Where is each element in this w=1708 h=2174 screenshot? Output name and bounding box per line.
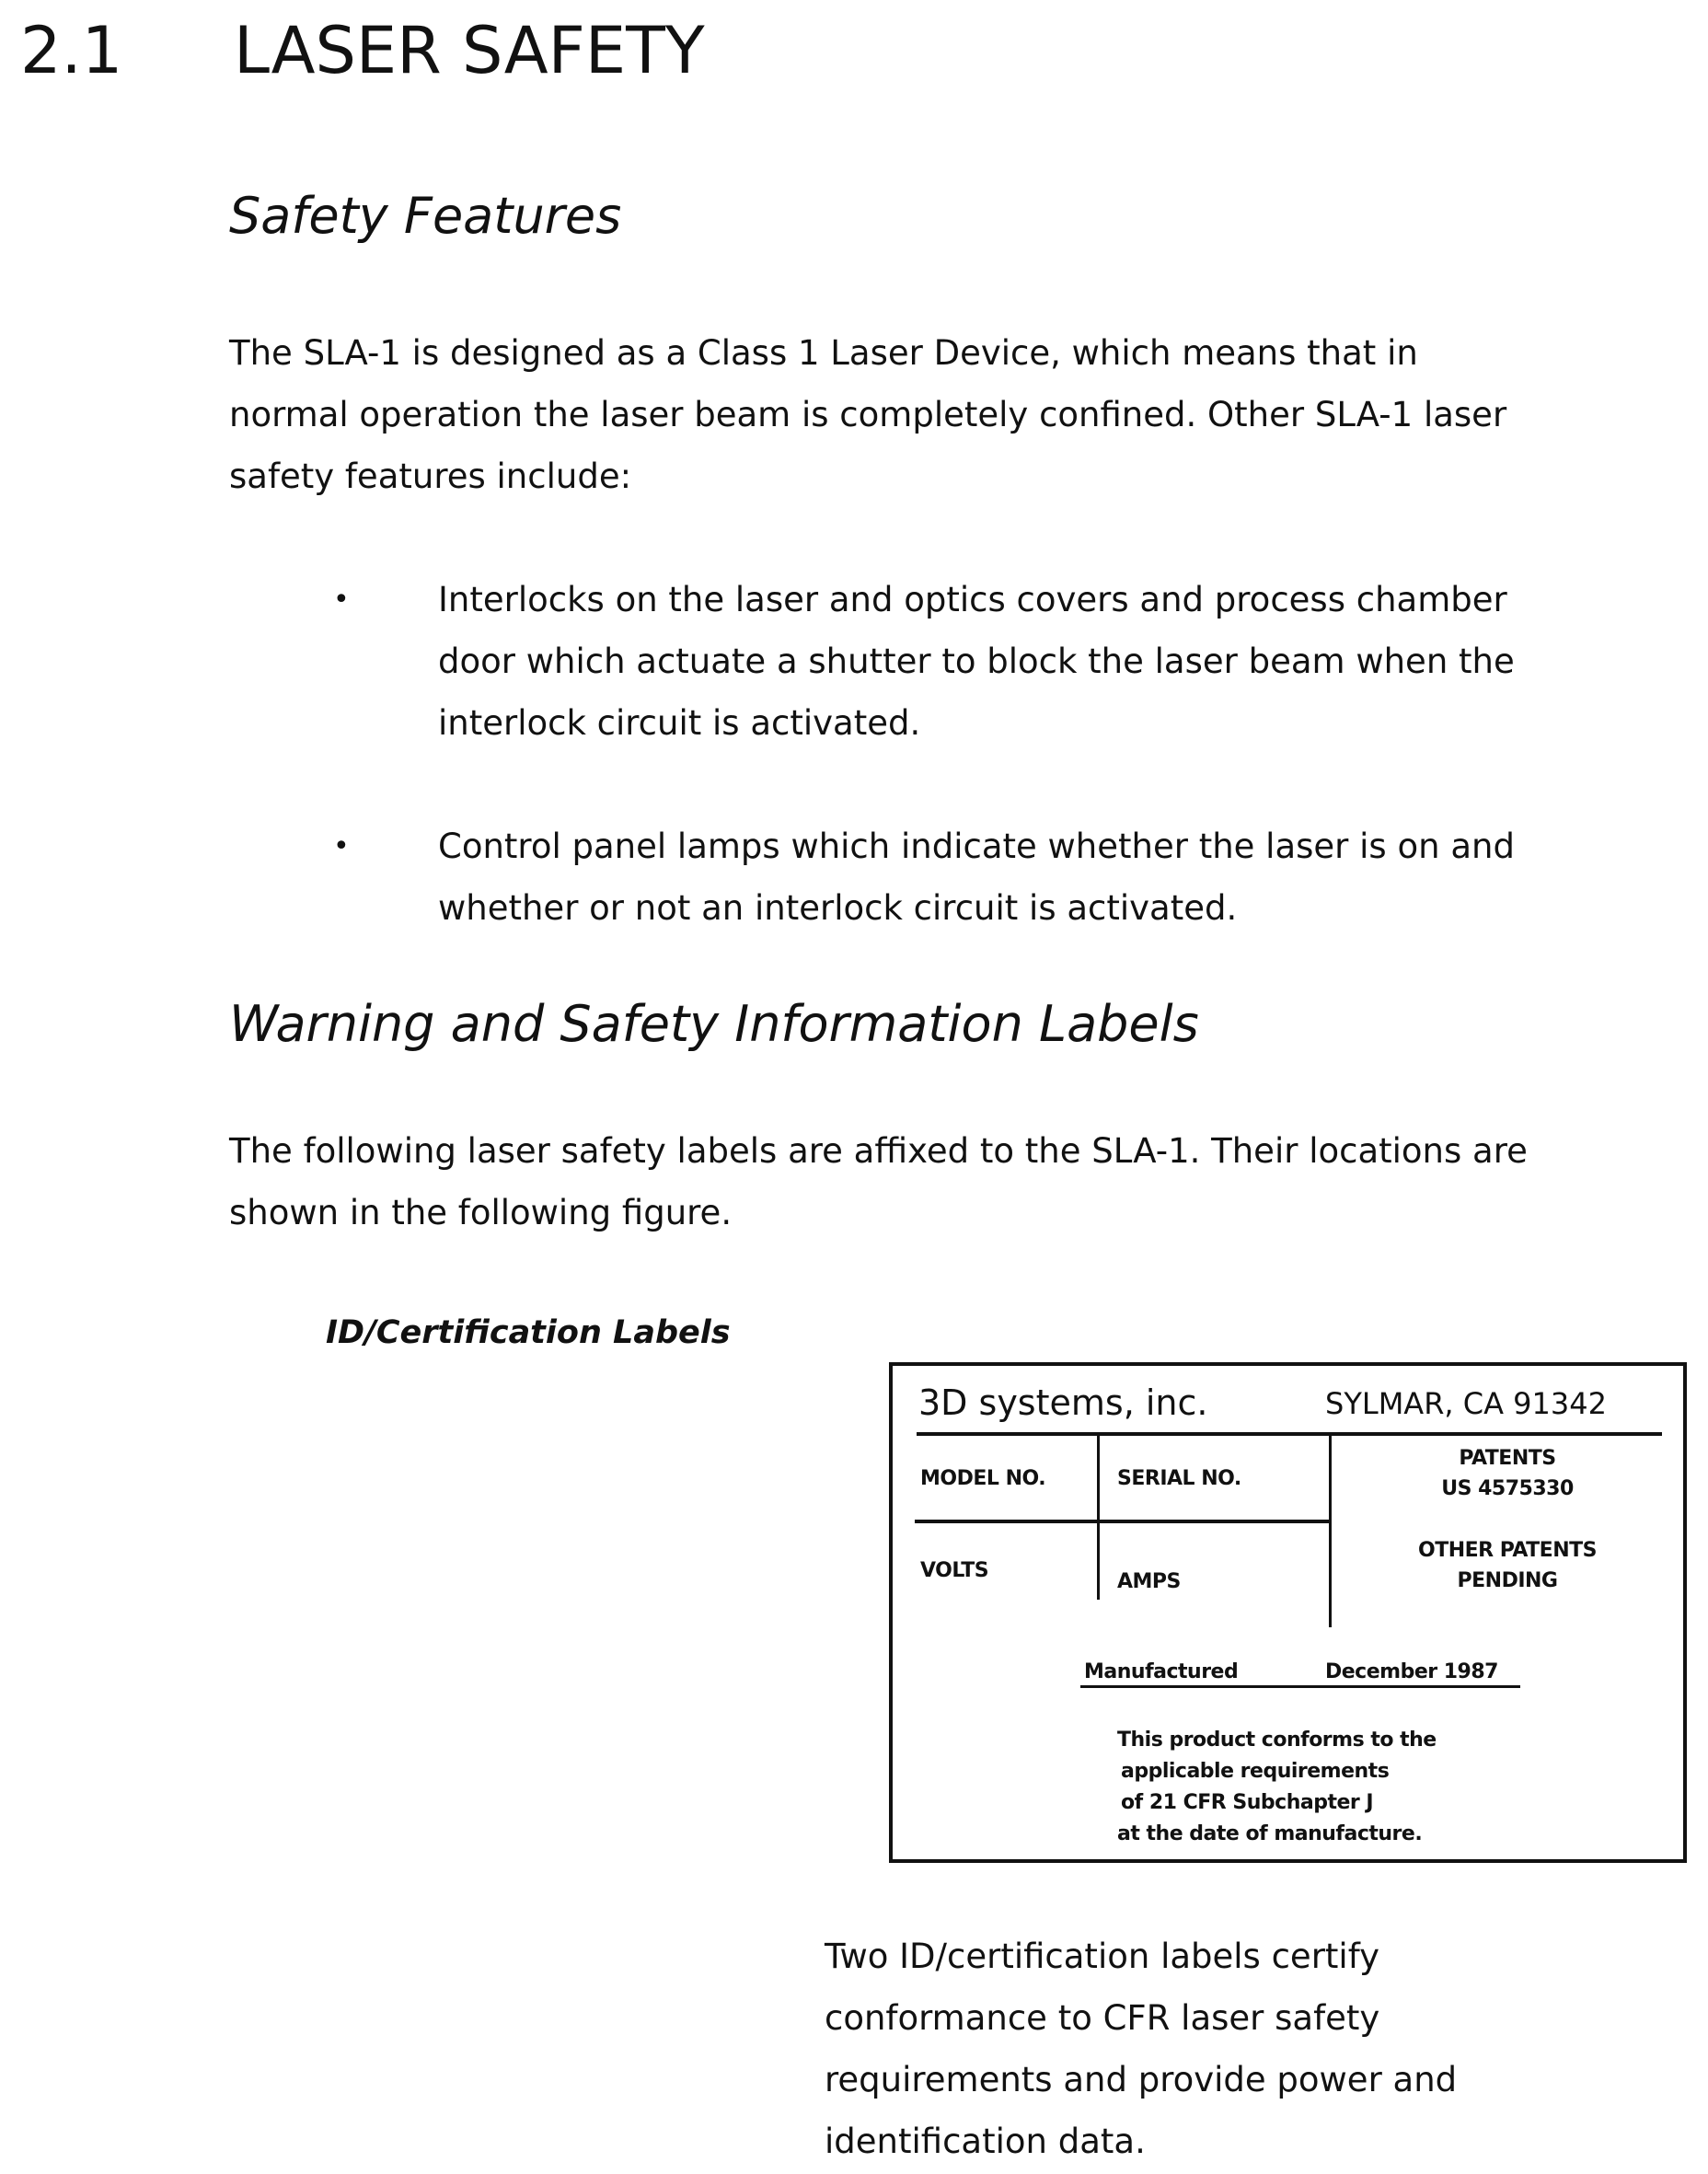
text-line: normal operation the laser beam is completely confined. Other SLA-1 laser [229, 384, 1506, 445]
text-line: of 21 CFR Subchapter J [1117, 1787, 1437, 1819]
bullet-item [438, 569, 1515, 754]
label-location: SYLMAR, CA 91342 [1325, 1386, 1607, 1421]
id-certification-label [889, 1362, 1687, 1863]
text-line: conformance to CFR laser safety [825, 1987, 1457, 2049]
label-volts: VOLTS [920, 1559, 988, 1582]
bullet-item [438, 815, 1515, 939]
section-title: LASER SAFETY [234, 9, 705, 92]
text-line: Control panel lamps which indicate whether the laser is on and [438, 815, 1515, 877]
label-company: 3D systems, inc. [918, 1382, 1207, 1423]
text-line: identification data. [825, 2110, 1457, 2172]
text-line: safety features include: [229, 445, 1506, 507]
text-line: requirements and provide power and [825, 2049, 1457, 2110]
warning-labels-intro [229, 1120, 1528, 1243]
text-line: Interlocks on the laser and optics covers and process chamber [438, 569, 1515, 630]
id-certification-subheading: ID/Certification Labels [326, 1314, 731, 1351]
safety-features-intro [229, 322, 1506, 507]
warning-labels-heading: Warning and Safety Information Labels [229, 992, 1199, 1057]
text-line: shown in the following figure. [229, 1182, 1528, 1243]
text-line: whether or not an interlock circuit is activated. [438, 877, 1515, 939]
label-divider [917, 1432, 1662, 1436]
label-manufactured: Manufactured [1084, 1660, 1238, 1683]
label-underline [1080, 1685, 1520, 1688]
label-serial: SERIAL NO. [1117, 1467, 1241, 1490]
label-patents: PATENTS [1332, 1447, 1683, 1470]
label-model: MODEL NO. [920, 1467, 1045, 1490]
section-number: 2.1 [20, 9, 122, 92]
bullet-icon: • [333, 815, 350, 877]
label-date: December 1987 [1325, 1660, 1498, 1683]
label-pending: PENDING [1332, 1569, 1683, 1592]
label-conformance [1117, 1725, 1437, 1850]
text-line: The following laser safety labels are affixed to the SLA-1. Their locations are [229, 1120, 1528, 1182]
label-amps: AMPS [1117, 1570, 1181, 1593]
bullet-icon: • [333, 569, 350, 630]
text-line: The SLA-1 is designed as a Class 1 Laser Device, which means that in [229, 322, 1506, 384]
label-divider [1097, 1436, 1100, 1600]
label-patent-number: US 4575330 [1332, 1477, 1683, 1500]
label-other-patents: OTHER PATENTS [1332, 1539, 1683, 1562]
text-line: at the date of manufacture. [1117, 1819, 1437, 1850]
text-line: This product conforms to the [1117, 1725, 1437, 1756]
safety-features-heading: Safety Features [229, 184, 621, 249]
label-divider [915, 1520, 1331, 1523]
label-caption [825, 1925, 1457, 2172]
text-line: applicable requirements [1117, 1756, 1437, 1787]
text-line: Two ID/certification labels certify [825, 1925, 1457, 1987]
text-line: interlock circuit is activated. [438, 692, 1515, 754]
text-line: door which actuate a shutter to block the laser beam when the [438, 630, 1515, 692]
